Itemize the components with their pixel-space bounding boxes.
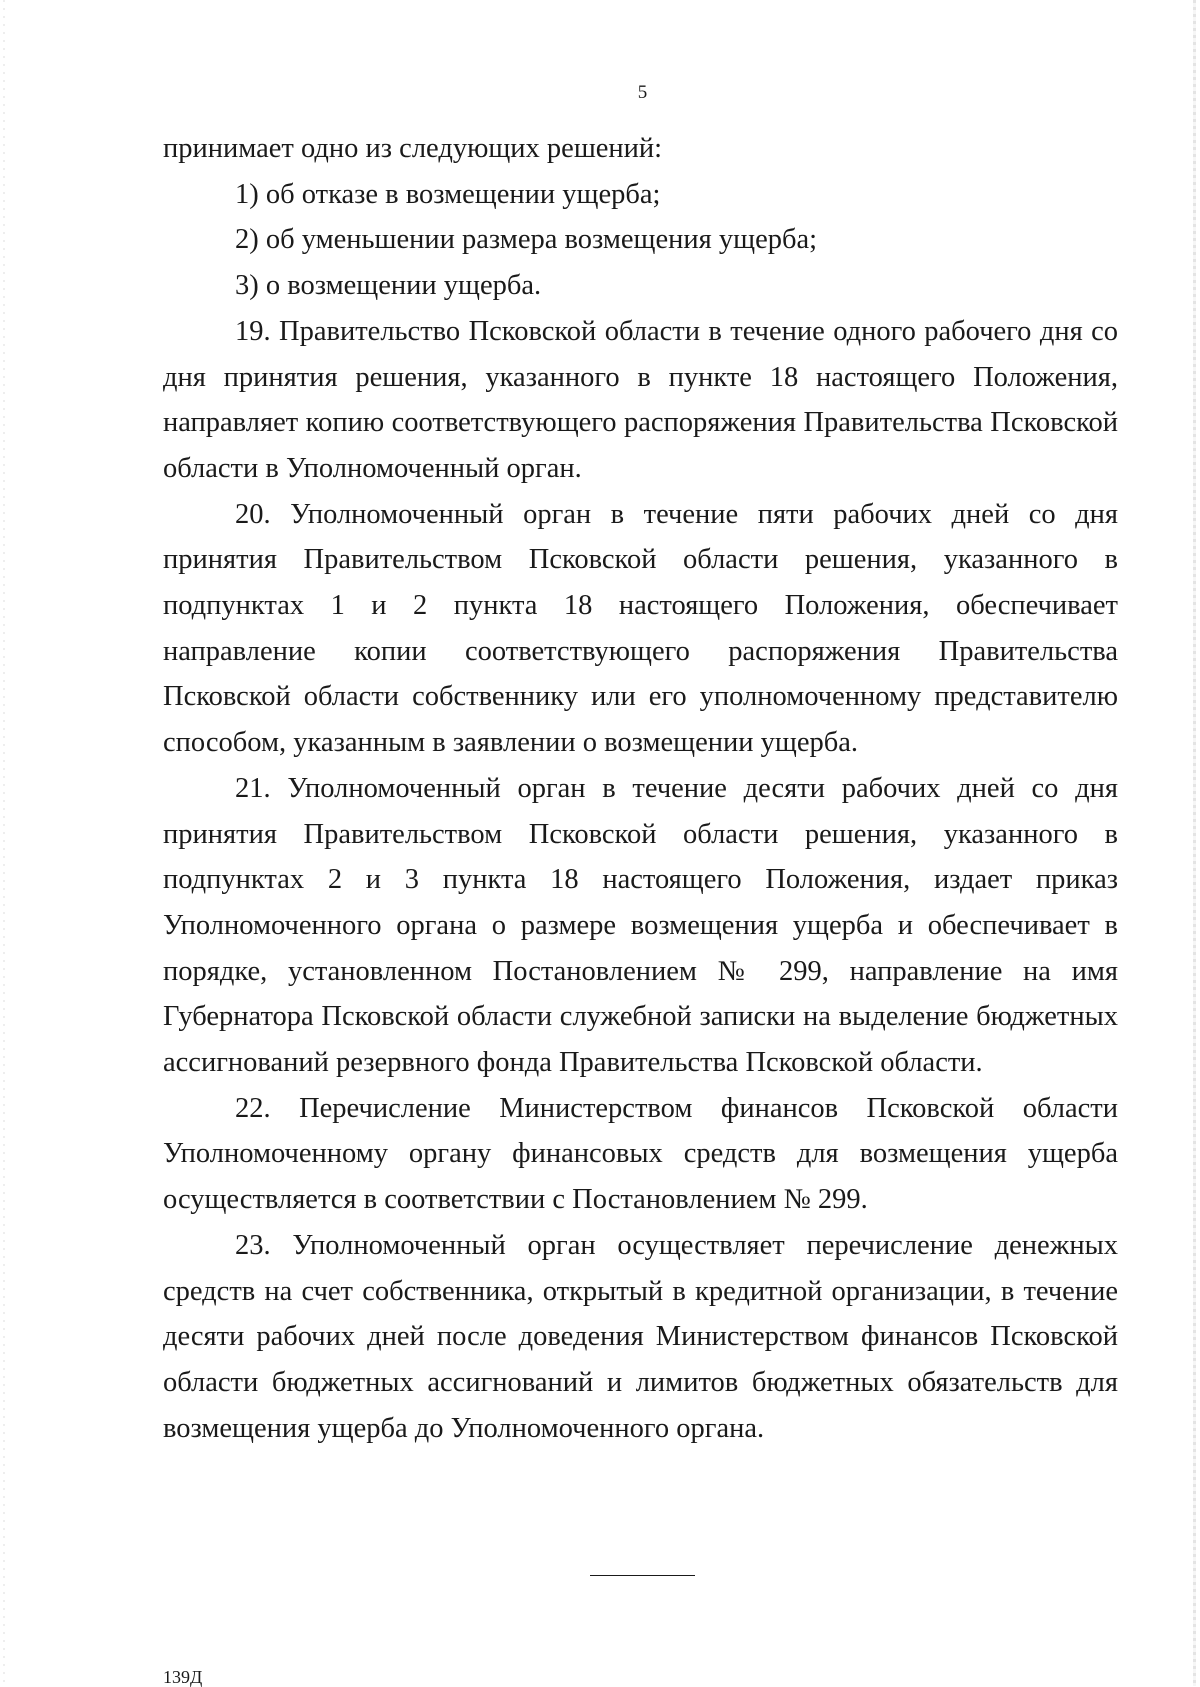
end-of-text-rule bbox=[590, 1575, 695, 1576]
document-body bbox=[163, 126, 1118, 1451]
scan-edge-left bbox=[3, 0, 5, 1686]
list-item-2: 2) об уменьшении размера возмещения ущерба; bbox=[235, 224, 818, 256]
clause-20: 20. Уполномоченный орган в течение пяти рабочих дней со дня принятия Правительством Псковской области решения, указанного в подпунктах 1 и 2 пункта 18 настоящего Положения, обеспечивает направление копии соответствующего распоряжения Правительства Псковской области собственнику или его уполномоченному представителю способом, указанным в заявлении о возмещении ущерба. bbox=[163, 498, 1118, 759]
clause-19: 19. Правительство Псковской области в течение одного рабочего дня со дня принятия решения, указанного в пункте 18 настоящего Положения, направляет копию соответствующего распоряжения Правительства Псковской области в Уполномоченный орган. bbox=[163, 315, 1118, 484]
clause-23: 23. Уполномоченный орган осуществляет перечисление денежных средств на счет собственника, открытый в кредитной организации, в течение десяти рабочих дней после доведения Министерством финансов Псковской области бюджетных ассигнований и лимитов бюджетных обязательств для возмещения ущерба до Уполномоченного органа. bbox=[163, 1229, 1118, 1444]
document-code: 139Д bbox=[163, 1667, 203, 1687]
scan-edge-right bbox=[1193, 0, 1196, 1686]
paragraph-continuation: принимает одно из следующих решений: bbox=[163, 133, 663, 164]
list-item-3: 3) о возмещении ущерба. bbox=[235, 270, 542, 302]
page-number: 5 bbox=[637, 82, 648, 103]
clause-22: 22. Перечисление Министерством финансов Псковской области Уполномоченному органу финансовых средств для возмещения ущерба осуществляется в соответствии с Постановлением № 299. bbox=[163, 1092, 1118, 1216]
list-item-1: 1) об отказе в возмещении ущерба; bbox=[235, 178, 661, 210]
clause-21: 21. Уполномоченный орган в течение десяти рабочих дней со дня принятия Правительством Псковской области решения, указанного в подпунктах 2 и 3 пункта 18 настоящего Положения, издает приказ Уполномоченного органа о размере возмещения ущерба и обеспечивает в порядке, установленном Постановлением № 299, направление на имя Губернатора Псковской области служебной записки на выделение бюджетных ассигнований резервного фонда Правительства Псковской области. bbox=[163, 772, 1118, 1079]
